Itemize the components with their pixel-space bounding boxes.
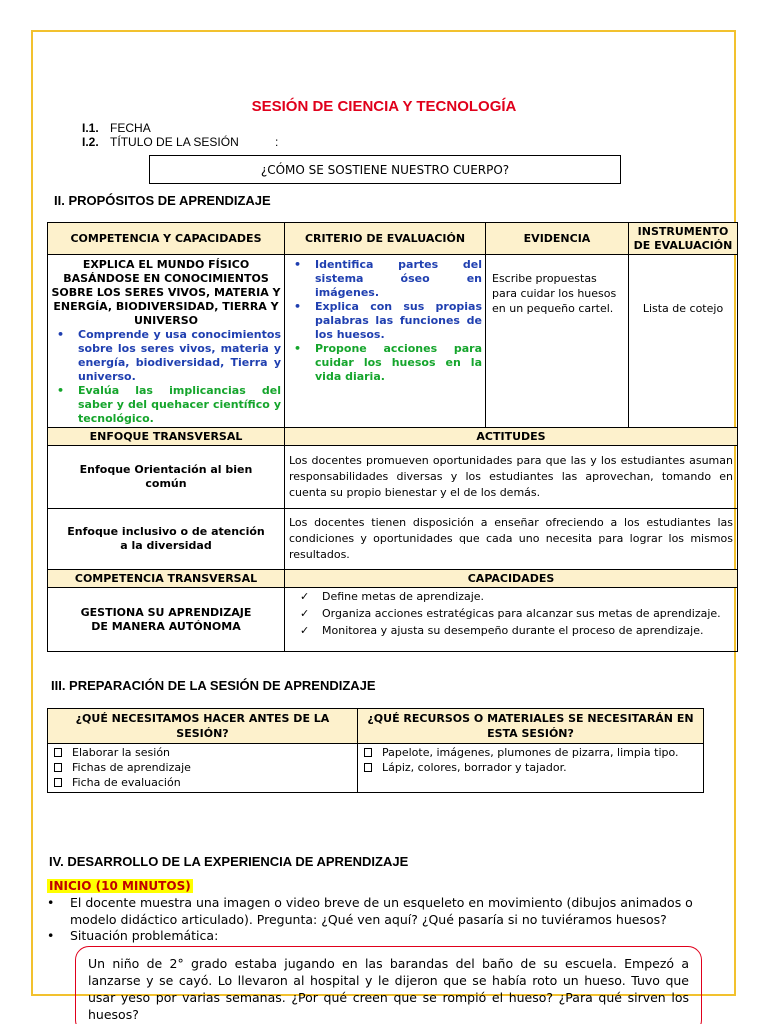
capacidad-item: • Evalúa las implicancias del saber y del quehacer científico y tecnológico. [51,384,281,426]
antes-item: Fichas de aprendizaje [54,760,351,775]
section-3-heading: III. PREPARACIÓN DE LA SESIÓN DE APRENDIZAJE [51,678,376,693]
bullet-icon: • [47,928,55,943]
session-title: SESIÓN DE CIENCIA Y TECNOLOGÍA [251,98,517,115]
header-evidencia: EVIDENCIA [486,223,629,255]
antes-item: Elaborar la sesión [54,745,351,760]
session-title-box [149,155,621,184]
antes-cell [48,744,358,793]
header-competencia: COMPETENCIA Y CAPACIDADES [48,223,285,255]
bullet-item: • El docente muestra una imagen o video breve de un esqueleto en movimiento (dibujos animados o modelo didáctico articulado). Pregunta: ¿Qué ven aquí? ¿Qué pasaría si no tuviéramos huesos? [47,895,693,927]
bullet-icon: • [47,895,55,910]
capacidades-list [51,328,281,426]
enfoque-name: Enfoque Orientación al bien común [48,446,285,509]
fecha-line [82,121,151,135]
checkbox-icon [364,763,372,772]
checkbox-icon [54,748,62,757]
comp-transversal-name: GESTIONA SU APRENDIZAJE DE MANERA AUTÓNOMA [48,588,285,652]
competencia-cell [48,255,285,428]
header-antes: ¿QUÉ NECESITAMOS HACER ANTES DE LA SESIÓN? [48,709,358,744]
recurso-item: Lápiz, colores, borrador y tajador. [364,760,697,775]
header-comp-transversal: COMPETENCIA TRANSVERSAL [48,570,285,588]
fecha-number: I.1. [82,121,99,135]
titulo-number: I.2. [82,135,99,149]
comp-transversal-caps [285,588,738,652]
criterio-item: • Explica con sus propias palabras las funciones de los huesos. [288,300,482,342]
evidencia-cell: Escribe propuestas para cuidar los huesos en un pequeño cartel. [486,255,629,428]
capacidad-check-item: ✓ Monitorea y ajusta su desempeño durante el proceso de aprendizaje. [288,622,734,639]
header-recursos: ¿QUÉ RECURSOS O MATERIALES SE NECESITARÁN EN ESTA SESIÓN? [358,709,704,744]
bullet-item: • Situación problemática: [47,928,219,943]
capacidad-item: • Comprende y usa conocimientos sobre los seres vivos, materia y energía, biodiversidad, Tierra y universo. [51,328,281,384]
enfoque-name: Enfoque inclusivo o de atención a la diversidad [48,509,285,570]
preparation-table [47,708,704,793]
session-title-value: ¿CÓMO SE SOSTIENE NUESTRO CUERPO? [260,162,510,177]
header-instrumento: INSTRUMENTO DE EVALUACIÓN [629,223,738,255]
checkbox-icon [364,748,372,757]
titulo-colon: : [275,135,279,149]
criterios-list [288,258,482,384]
header-enfoque: ENFOQUE TRANSVERSAL [48,428,285,446]
checkbox-icon [54,778,62,787]
criterio-cell [285,255,486,428]
criterio-item: • Identifica partes del sistema óseo en imágenes. [288,258,482,300]
header-criterio: CRITERIO DE EVALUACIÓN [285,223,486,255]
capacidad-check-item: ✓ Define metas de aprendizaje. [288,588,734,605]
section-2-heading: II. PROPÓSITOS DE APRENDIZAJE [54,193,271,208]
titulo-label: TÍTULO DE LA SESIÓN [110,135,239,149]
recurso-item: Papelote, imágenes, plumones de pizarra, limpia tipo. [364,745,697,760]
inicio-label: INICIO (10 MINUTOS) [49,879,191,893]
enfoque-actitud: Los docentes tienen disposición a enseñar ofreciendo a los estudiantes las condiciones y oportunidades que cada uno necesita para lograr los mismos resultados. [285,509,738,570]
instrumento-cell: Lista de cotejo [629,255,738,428]
problem-box: Un niño de 2° grado estaba jugando en las barandas del baño de su escuela. Empezó a lanzarse y se cayó. Lo llevaron al hospital y le dijeron que se había roto un hueso. Tuvo que usar yeso por varias semanas. ¿Por qué creen que se rompió el hueso? ¿Para qué sirven los huesos? [75,946,702,1024]
titulo-line [82,135,239,149]
enfoque-actitud: Los docentes promueven oportunidades para que las y los estudiantes asuman responsabilidades diversas y los estudiantes las aprovechan, tomando en cuenta su propio bienestar y el de los demás. [285,446,738,509]
purposes-table [47,222,738,652]
criterio-item: • Propone acciones para cuidar los huesos en la vida diaria. [288,342,482,384]
competencia-text: EXPLICA EL MUNDO FÍSICO BASÁNDOSE EN CONOCIMIENTOS SOBRE LOS SERES VIVOS, MATERIA Y ENERGÍA, BIODIVERSIDAD, TIERRA Y UNIVERSO [51,258,281,327]
recursos-cell [358,744,704,793]
header-capacidades: CAPACIDADES [285,570,738,588]
checkbox-icon [54,763,62,772]
header-actitudes: ACTITUDES [285,428,738,446]
capacidad-check-item: ✓ Organiza acciones estratégicas para alcanzar sus metas de aprendizaje. [288,605,734,622]
fecha-label: FECHA [110,121,151,135]
section-4-heading: IV. DESARROLLO DE LA EXPERIENCIA DE APRENDIZAJE [49,854,409,869]
antes-item: Ficha de evaluación [54,775,351,790]
